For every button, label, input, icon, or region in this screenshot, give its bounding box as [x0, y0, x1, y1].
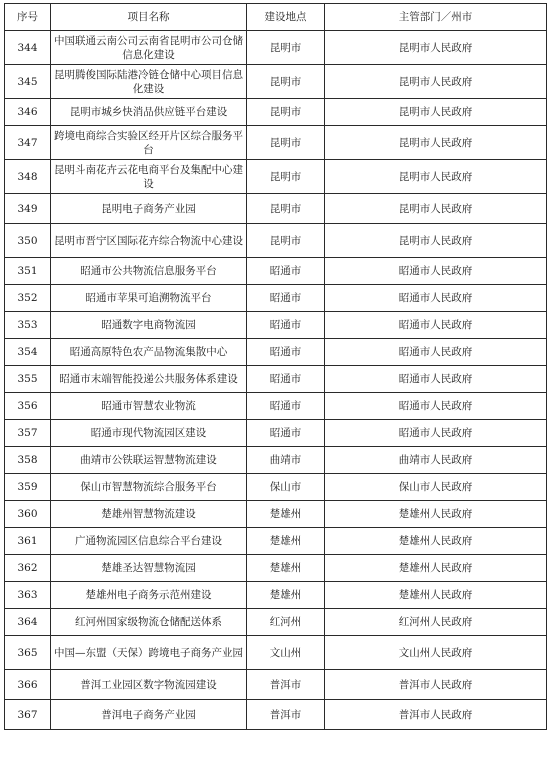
table-row	[5, 339, 547, 366]
project-name-cell: 楚雄圣达智慧物流园	[51, 555, 247, 582]
location-cell: 昆明市	[247, 160, 325, 194]
table-row	[5, 420, 547, 447]
department-cell: 楚雄州人民政府	[325, 528, 547, 555]
table-row	[5, 700, 547, 730]
table-row	[5, 528, 547, 555]
location-cell: 昭通市	[247, 366, 325, 393]
header-number: 序号	[5, 4, 51, 31]
table-row	[5, 285, 547, 312]
department-cell: 保山市人民政府	[325, 474, 547, 501]
department-cell: 昆明市人民政府	[325, 31, 547, 65]
location-cell: 昆明市	[247, 224, 325, 258]
row-number-cell: 360	[5, 501, 51, 528]
row-number-cell: 348	[5, 160, 51, 194]
table-row	[5, 366, 547, 393]
project-name-cell: 昭通数字电商物流园	[51, 312, 247, 339]
department-cell: 普洱市人民政府	[325, 700, 547, 730]
row-number-cell: 353	[5, 312, 51, 339]
table-row	[5, 609, 547, 636]
location-cell: 昆明市	[247, 126, 325, 160]
department-cell: 红河州人民政府	[325, 609, 547, 636]
project-table	[4, 3, 547, 730]
location-cell: 红河州	[247, 609, 325, 636]
table-row	[5, 474, 547, 501]
row-number-cell: 352	[5, 285, 51, 312]
table-row	[5, 670, 547, 700]
table-row	[5, 636, 547, 670]
header-location: 建设地点	[247, 4, 325, 31]
department-cell: 楚雄州人民政府	[325, 501, 547, 528]
table-row	[5, 126, 547, 160]
project-name-cell: 跨境电商综合实验区经开片区综合服务平台	[51, 126, 247, 160]
project-name-cell: 昭通高原特色农产品物流集散中心	[51, 339, 247, 366]
row-number-cell: 350	[5, 224, 51, 258]
location-cell: 昭通市	[247, 420, 325, 447]
row-number-cell: 357	[5, 420, 51, 447]
row-number-cell: 358	[5, 447, 51, 474]
location-cell: 昭通市	[247, 312, 325, 339]
table-body	[5, 31, 547, 730]
department-cell: 昆明市人民政府	[325, 224, 547, 258]
row-number-cell: 362	[5, 555, 51, 582]
location-cell: 曲靖市	[247, 447, 325, 474]
table-row	[5, 555, 547, 582]
location-cell: 楚雄州	[247, 501, 325, 528]
project-name-cell: 中国联通云南公司云南省昆明市公司仓储信息化建设	[51, 31, 247, 65]
department-cell: 昭通市人民政府	[325, 393, 547, 420]
location-cell: 楚雄州	[247, 582, 325, 609]
department-cell: 曲靖市人民政府	[325, 447, 547, 474]
table-row	[5, 31, 547, 65]
department-cell: 昭通市人民政府	[325, 258, 547, 285]
table-row	[5, 160, 547, 194]
header-project-name: 项目名称	[51, 4, 247, 31]
location-cell: 楚雄州	[247, 555, 325, 582]
project-name-cell: 昆明斗南花卉云花电商平台及集配中心建设	[51, 160, 247, 194]
location-cell: 昭通市	[247, 258, 325, 285]
row-number-cell: 366	[5, 670, 51, 700]
table-row	[5, 393, 547, 420]
location-cell: 普洱市	[247, 700, 325, 730]
row-number-cell: 347	[5, 126, 51, 160]
project-name-cell: 昭通市公共物流信息服务平台	[51, 258, 247, 285]
project-name-cell: 昆明市晋宁区国际花卉综合物流中心建设	[51, 224, 247, 258]
row-number-cell: 344	[5, 31, 51, 65]
department-cell: 普洱市人民政府	[325, 670, 547, 700]
department-cell: 昆明市人民政府	[325, 126, 547, 160]
row-number-cell: 355	[5, 366, 51, 393]
row-number-cell: 361	[5, 528, 51, 555]
location-cell: 昭通市	[247, 339, 325, 366]
department-cell: 昭通市人民政府	[325, 339, 547, 366]
project-name-cell: 昆明市城乡快消品供应链平台建设	[51, 99, 247, 126]
location-cell: 昆明市	[247, 194, 325, 224]
header-department: 主管部门／州市	[325, 4, 547, 31]
row-number-cell: 365	[5, 636, 51, 670]
project-name-cell: 昭通市现代物流园区建设	[51, 420, 247, 447]
department-cell: 昭通市人民政府	[325, 366, 547, 393]
row-number-cell: 364	[5, 609, 51, 636]
location-cell: 昆明市	[247, 99, 325, 126]
department-cell: 昭通市人民政府	[325, 420, 547, 447]
department-cell: 昆明市人民政府	[325, 65, 547, 99]
project-name-cell: 中国—东盟（天保）跨境电子商务产业园	[51, 636, 247, 670]
table-row	[5, 224, 547, 258]
department-cell: 昆明市人民政府	[325, 160, 547, 194]
row-number-cell: 363	[5, 582, 51, 609]
project-name-cell: 昆明电子商务产业园	[51, 194, 247, 224]
department-cell: 昆明市人民政府	[325, 99, 547, 126]
department-cell: 文山州人民政府	[325, 636, 547, 670]
project-name-cell: 昭通市智慧农业物流	[51, 393, 247, 420]
table-row	[5, 501, 547, 528]
row-number-cell: 354	[5, 339, 51, 366]
project-name-cell: 曲靖市公铁联运智慧物流建设	[51, 447, 247, 474]
location-cell: 文山州	[247, 636, 325, 670]
row-number-cell: 345	[5, 65, 51, 99]
project-name-cell: 昭通市苹果可追溯物流平台	[51, 285, 247, 312]
table-row	[5, 258, 547, 285]
location-cell: 昭通市	[247, 393, 325, 420]
table-row	[5, 447, 547, 474]
project-name-cell: 普洱电子商务产业园	[51, 700, 247, 730]
table-header-row	[5, 4, 547, 31]
table-row	[5, 65, 547, 99]
location-cell: 昆明市	[247, 65, 325, 99]
table-row	[5, 582, 547, 609]
department-cell: 楚雄州人民政府	[325, 555, 547, 582]
department-cell: 昆明市人民政府	[325, 194, 547, 224]
row-number-cell: 349	[5, 194, 51, 224]
table-row	[5, 312, 547, 339]
project-name-cell: 广通物流园区信息综合平台建设	[51, 528, 247, 555]
table-row	[5, 194, 547, 224]
department-cell: 昭通市人民政府	[325, 285, 547, 312]
project-name-cell: 昭通市末端智能投递公共服务体系建设	[51, 366, 247, 393]
location-cell: 昭通市	[247, 285, 325, 312]
project-name-cell: 红河州国家级物流仓储配送体系	[51, 609, 247, 636]
row-number-cell: 359	[5, 474, 51, 501]
row-number-cell: 356	[5, 393, 51, 420]
location-cell: 楚雄州	[247, 528, 325, 555]
project-name-cell: 楚雄州电子商务示范州建设	[51, 582, 247, 609]
project-name-cell: 楚雄州智慧物流建设	[51, 501, 247, 528]
row-number-cell: 346	[5, 99, 51, 126]
location-cell: 保山市	[247, 474, 325, 501]
department-cell: 楚雄州人民政府	[325, 582, 547, 609]
location-cell: 普洱市	[247, 670, 325, 700]
project-name-cell: 保山市智慧物流综合服务平台	[51, 474, 247, 501]
table-row	[5, 99, 547, 126]
row-number-cell: 351	[5, 258, 51, 285]
department-cell: 昭通市人民政府	[325, 312, 547, 339]
location-cell: 昆明市	[247, 31, 325, 65]
row-number-cell: 367	[5, 700, 51, 730]
project-name-cell: 昆明腾俊国际陆港冷链仓储中心项目信息化建设	[51, 65, 247, 99]
project-name-cell: 普洱工业园区数字物流园建设	[51, 670, 247, 700]
